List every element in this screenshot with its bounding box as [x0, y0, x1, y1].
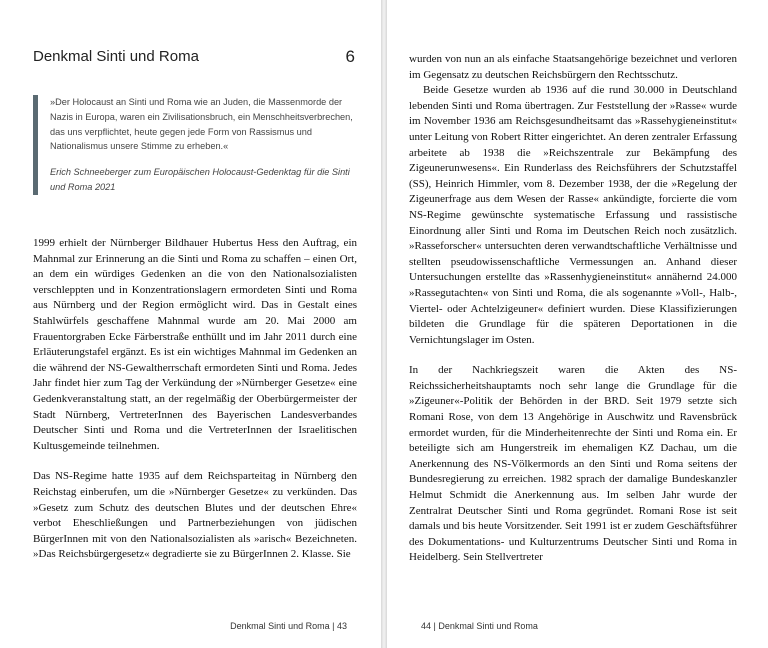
page-footer-43: Denkmal Sinti und Roma | 43: [230, 621, 347, 631]
paragraph: 1999 erhielt der Nürnberger Bildhauer Hubertus Hess den Auftrag, ein Mahnmal zur Erinnerung an die Sinti und Roma zu schaffen – einen Ort, an dem ein würdiges Gedenken an die von den Nationalsozialisten verschleppten und in Konzentrationslagern ermordeten Sinti und Roma aus Nürnberg und der Region ermöglicht wird. Das in Gestalt eines Stahlwürfels geschaffene Mahnmal wurde am 20. Mai 2000 am Frauentorgraben Ecke Färberstraße enthüllt und im Jahr 2011 durch eine Erläuterungstafel ergänzt. Es ist ein wichtiges Mahnmal im Gedenken an die während der NS-Gewaltherrschaft ermordeten Sinti und Roma. Jedes Jahr findet hier zum Tag der Verkündung der »Nürnberger Gesetze« eine Gedenkveranstaltung statt, an der regelmäßig der Oberbürgermeister der Stadt Nürnberg, VertreterInnen des Bayerischen Landesverbandes Deutscher Sinti und Roma und die VertreterInnen der Israelitischen Kultusgemeinde teilnehmen.: [33, 237, 357, 452]
quote-text: »Der Holocaust an Sinti und Roma wie an Juden, die Massenmorde der Nazis in Europa, waren ein Zivilisationsbruch, ein Menschheitsverbrechen, das uns verpflichtet, heute gegen jede Form von Rassismus und Nationalismus unsere Stimme zu erheben.«: [50, 97, 353, 152]
epigraph-quote: [33, 95, 357, 195]
right-body-text: [409, 52, 737, 566]
page-footer-44: 44 | Denkmal Sinti und Roma: [421, 621, 538, 631]
quote-source: Erich Schneeberger zum Europäischen Holocaust-Gedenktag für die Sinti und Roma 2021: [50, 167, 350, 192]
chapter-heading: [33, 48, 355, 65]
left-page: [0, 0, 381, 648]
paragraph: wurden von nun an als einfache Staatsangehörige bezeichnet und verloren im Gegensatz zu deutschen Reichsbürgern den Rechtsschutz.: [409, 53, 737, 81]
left-body-text: [33, 236, 357, 563]
paragraph: Beide Gesetze wurden ab 1936 auf die rund 30.000 in Deutschland lebenden Sinti und Roma übertragen. Zur Feststellung der »Rasse« wurde im November 1936 am Reichsgesundheitsamt das »Rassehygieneinstitut« unter Leitung von Robert Ritter eingerichtet. An deren zentraler Erfassung arbeitete ab 1938 die »Reichszentrale zur Bekämpfung des Zigeunerunwesens«. Ein Runderlass des Reichsführers der Schutzstaffel (SS), Heinrich Himmler, vom 8. Dezember 1938, der die »Regelung der Zigeunerfrage aus dem Wesen der Rasse« ankündigte, forcierte die vom NS-Regime gewünschte systematische Erfassung und rassistische Einordnung aller Sinti und Roma im Deutschen Reich noch zusätzlich. »Rasseforscher« untersuchten deren verwandtschaftliche Verhältnisse und stellten pseudowissenschaftliche Vermessungen an. Anhand dieser Untersuchungen erstellte das »Rassenhygieneinstitut« annähernd 24.000 »Rassegutachten« von Sinti und Roma, die als sogenannte »Voll-, Halb-, Viertel- oder Achtelzigeuner« definiert wurden. Diese Klassifizierungen bildeten die Grundlage für die späteren Deportationen in die Vernichtungslager im Osten.: [409, 84, 737, 346]
chapter-title: Denkmal Sinti und Roma: [33, 48, 199, 65]
chapter-number: 6: [345, 47, 355, 66]
paragraph: In der Nachkriegszeit waren die Akten des NS-Reichssicherheitshauptamts noch sehr lange die Grundlage für die »Zigeuner«-Politik der Behörden in der BRD. Seit 1979 setzte sich Romani Rose, von dem 13 Angehörige in Auschwitz und Ravensbrück ermordet wurden, für die Minderheitenrechte der Sinti und Roma ein. Er beteiligte sich am Hungerstreik im ehemaligen KZ Dachau, um die Anerkennung des NS-Völkermords an den Sinti und Roma seitens der Bundesregierung zu erreichen. 1982 sprach der damalige Bundeskanzler Helmut Schmidt die Anerkennung aus. Im selben Jahr wurde der Zentralrat Deutscher Sinti und Roma gegründet. Romani Rose ist seit damals und bis heute Vorsitzender. Seit 1991 ist er zudem Geschäftsführer des Dokumentations- und Kulturzentrums Deutscher Sinti und Roma in Heidelberg. Sein Stellvertreter: [409, 364, 737, 564]
right-page: [387, 0, 768, 648]
paragraph: Das NS-Regime hatte 1935 auf dem Reichsparteitag in Nürnberg den Reichstag einberufen, um die »Nürnberger Gesetze« zu verkünden. Das »Gesetz zum Schutz des deutschen Blutes und der deutschen Ehre« verbot Eheschließungen und Partnerbeziehungen von jüdischen BürgerInnen mit von den Nationalsozialisten als »arisch« Bezeichneten. »Das Reichsbürgergesetz« degradierte sie zu BürgerInnen 2. Klasse. Sie: [33, 470, 357, 561]
